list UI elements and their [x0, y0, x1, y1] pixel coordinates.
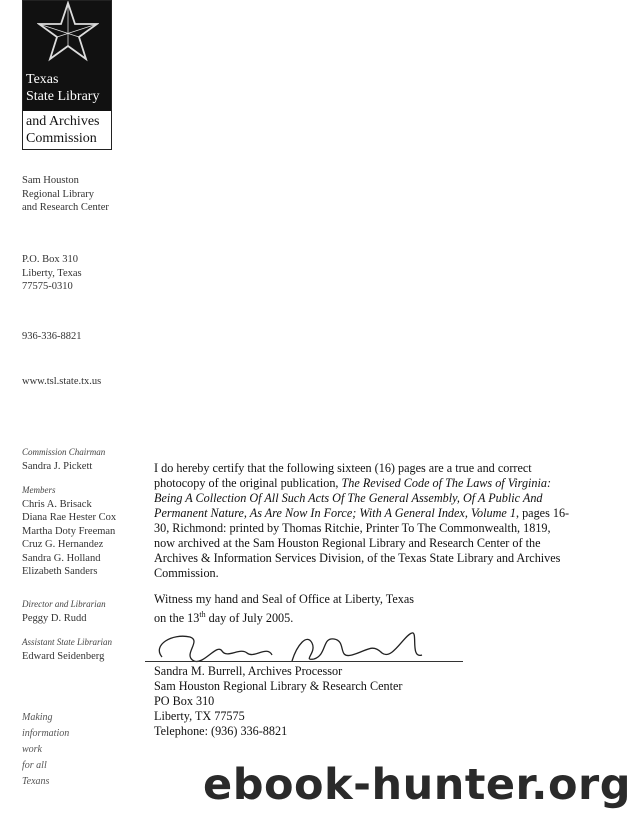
- member-name: Martha Doty Freeman: [22, 525, 116, 537]
- center-name: [22, 174, 109, 215]
- motto-line: for all: [22, 760, 47, 771]
- logo-text-upper: [26, 71, 99, 105]
- logo-line: and Archives: [26, 114, 100, 129]
- director: [22, 598, 106, 625]
- star-icon: [37, 1, 99, 63]
- mailing-address: [22, 253, 82, 294]
- commission-chair: [22, 446, 105, 473]
- signer-telephone: Telephone: (936) 336-8821: [154, 724, 288, 738]
- logo-line: State Library: [26, 89, 100, 104]
- cert-text-b: , pages 16-30, Richmond: printed by Thomas Ritchie, Printer To The Commonwealth, 1819, now archived at the Sam Houston Regional Library and Research Center of the Archives & Information Services Division, of the Texas State Library and Archives Commission.: [154, 506, 570, 580]
- member-name: Diana Rae Hester Cox: [22, 512, 117, 523]
- director-name: Peggy D. Rudd: [22, 612, 87, 624]
- tslac-logo: [22, 0, 112, 150]
- phone-number: 936-336-8821: [22, 331, 82, 342]
- address-line: 77575-0310: [22, 281, 73, 292]
- signer-po: PO Box 310: [154, 694, 215, 708]
- witness-paragraph: [154, 592, 574, 626]
- commission-members: [22, 484, 116, 579]
- date-sup: th: [199, 610, 206, 619]
- logo-text-lower: [26, 113, 99, 147]
- address-line: Liberty, Texas: [22, 267, 82, 279]
- cert-text-a: I do hereby certify that the following sixteen (16) pages are a true and correct photocopy of the original publication,: [154, 461, 532, 490]
- date-post: day of July 2005.: [205, 611, 294, 626]
- chair-name: Sandra J. Pickett: [22, 460, 93, 472]
- witness-date: [154, 607, 574, 626]
- certification-paragraph: [154, 461, 574, 581]
- watermark: ebook-hunter.org: [203, 760, 631, 810]
- motto-line: work: [22, 744, 42, 755]
- center-line: Sam Houston: [22, 175, 79, 186]
- signature-block: [154, 664, 574, 739]
- signer-center: Sam Houston Regional Library & Research Center: [154, 679, 403, 693]
- members-title: Members: [22, 485, 56, 495]
- center-line: and Research Center: [22, 202, 109, 213]
- member-name: Elizabeth Sanders: [22, 566, 98, 577]
- member-name: Chris A. Brisack: [22, 498, 92, 510]
- center-line: Regional Library: [22, 188, 95, 200]
- chair-title: Commission Chairman: [22, 447, 106, 457]
- motto-line: information: [22, 728, 70, 739]
- motto-line: Texans: [22, 776, 50, 787]
- motto: [22, 710, 69, 790]
- director-title: Director and Librarian: [22, 599, 106, 609]
- member-name: Cruz G. Hernandez: [22, 539, 104, 550]
- motto-line: Making: [22, 712, 53, 723]
- date-pre: on the 13: [154, 611, 200, 626]
- witness-line: Witness my hand and Seal of Office at Liberty, Texas: [154, 592, 415, 606]
- assistant-librarian: [22, 636, 112, 663]
- signer-name-title: Sandra M. Burrell, Archives Processor: [154, 664, 343, 678]
- assistant-title: Assistant State Librarian: [22, 637, 113, 647]
- assistant-name: Edward Seidenberg: [22, 650, 105, 662]
- logo-line: Commission: [26, 131, 97, 146]
- address-line: P.O. Box 310: [22, 254, 79, 265]
- logo-line: Texas: [26, 72, 59, 87]
- member-name: Sandra G. Holland: [22, 552, 101, 564]
- publication-title: The Revised Code of The Laws of Virginia: Being A Collection Of All Such Acts Of The General Assembly, Of A Public And Permanent Nature, As Are Now In Force; With A General Index, Volume 1: [154, 476, 552, 520]
- signer-city: Liberty, TX 77575: [154, 709, 245, 723]
- signature-line: [145, 661, 463, 662]
- website: www.tsl.state.tx.us: [22, 376, 102, 387]
